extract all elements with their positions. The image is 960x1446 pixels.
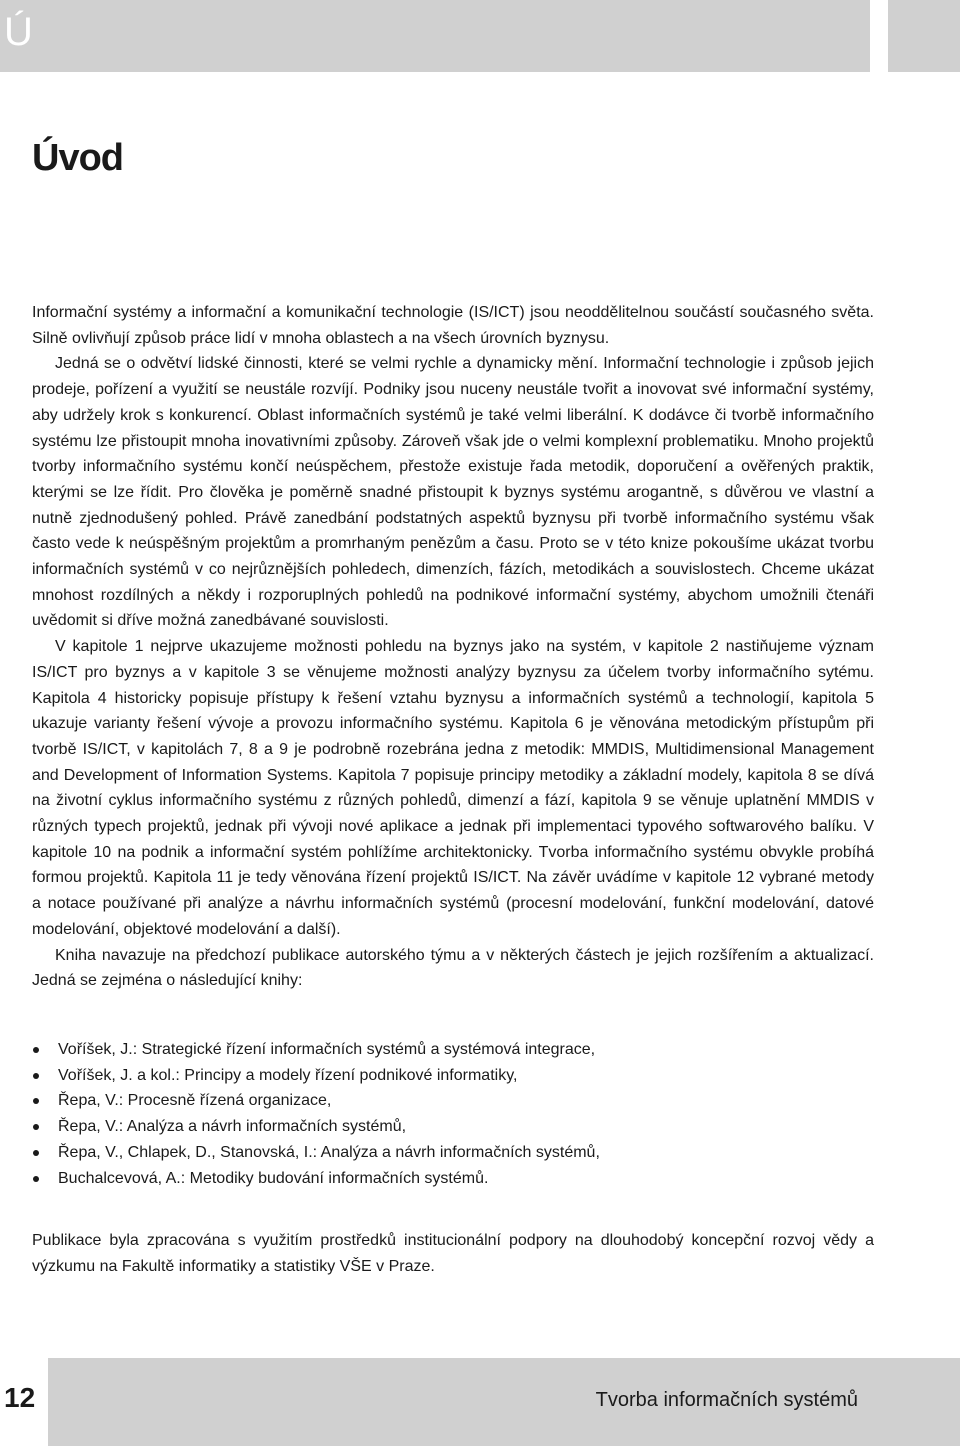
acknowledgement-paragraph: Publikace byla zpracována s využitím prostředků institucionální podpory na dlouhodobý koncepční rozvoj vědy a výzkumu na Fakultě informatiky a statistiky VŠE v Praze. (32, 1232, 874, 1275)
book-list-item: Řepa, V., Chlapek, D., Stanovská, I.: Analýza a návrh informačních systémů, (32, 1140, 874, 1166)
book-list-item: Voříšek, J.: Strategické řízení informačních systémů a systémová integrace, (32, 1037, 874, 1063)
related-books-paragraph: Kniha navazuje na předchozí publikace autorského týmu a v některých částech je jejich rozšířením a aktualizací. Jedná se zejména o následující knihy: (32, 946, 874, 990)
intro-paragraph: Informační systémy a informační a komunikační technologie (IS/ICT) jsou neoddělitelnou součástí současného světa. Silně ovlivňují způsob práce lidí v mnoha oblastech a na všech úrovních byznysu. (32, 304, 874, 347)
header-corner-block (888, 0, 960, 72)
chapter-letter: Ú (4, 10, 33, 54)
book-list-item: Buchalcevová, A.: Metodiky budování informačních systémů. (32, 1166, 874, 1192)
book-list-item: Řepa, V.: Analýza a návrh informačních systémů, (32, 1114, 874, 1140)
footer-book-title: Tvorba informačních systémů (595, 1389, 858, 1411)
header-band (0, 0, 870, 72)
book-list-item: Voříšek, J. a kol.: Principy a modely řízení podnikové informatiky, (32, 1063, 874, 1089)
page-number: 12 (4, 1382, 36, 1413)
book-list (32, 1037, 874, 1191)
chapter-title: Úvod (32, 137, 123, 179)
chapters-overview-paragraph: V kapitole 1 nejprve ukazujeme možnosti pohledu na byznys jako na systém, v kapitole 2 nastiňujeme význam IS/ICT pro byznys a v kapitole 3 se věnujeme možnosti analýzy byznysu za účelem tvorby informačního sytému. Kapitola 4 historicky popisuje přístupy k řešení vztahu byznysu a informačních systémů a technologií, kapitola 5 ukazuje varianty řešení vývoje a provozu informačního systému. Kapitola 6 je věnována metodickým přístupům při tvorbě IS/ICT, v kapitolách 7, 8 a 9 je podrobně rozebrána jedna z metodik: MMDIS, Multidimensional Management and Development of Information Systems. Kapitola 7 popisuje principy metodiky a základní modely, kapitola 8 se dívá na životní cyklus informačního systému z různých pohledů, dimenzí a fází, kapitola 9 se věnuje uplatnění MMDIS v různých typech projektů, jednak při vývoji nové aplikace a jednak při implementaci typového softwarového balíku. V kapitole 10 na podnik a informační systém pohlížíme architektonicky. Tvorba informačního systému obvykle probíhá formou projektů. Kapitola 11 je tedy věnována řízení projektů IS/ICT. Na závěr uvádíme v kapitole 12 vybrané metody a notace používané při analýze a návrhu informačních systémů (procesní modelování, funkční modelování, datové modelování, objektové modelování a další). (32, 638, 874, 938)
body-paragraph: Jedná se o odvětví lidské činnosti, které se velmi rychle a dynamicky mění. Informační technologie i způsob jejich prodeje, pořízení a využití se neustále rozvíjí. Podniky jsou nuceny neustále tvořit a inovovat své informační systémy, aby udržely krok s konkurencí. Oblast informačních systémů je také velmi liberální. K dodávce či tvorbě informačního systému lze přistoupit mnoha inovativními způsoby. Zároveň však jde o velmi komplexní problematiku. Mnoho projektů tvorby informačního systému končí neúspěchem, přestože existuje řada metodik, doporučení a ověřených praktik, kterými se lze řídit. Pro člověka je poměrně snadné přistoupit k byznys systému arogantně, s důvěrou ve vlastní a nutně zjednodušený pohled. Právě zanedbání podstatných aspektů byznysu při tvorbě informačního systému však často vede k neúspěšným projektům a promrhaným penězům a času. Proto se v této knize pokoušíme ukázat tvorbu informačních systémů v co nejrůznějších pohledech, dimenzích, fázích, metodikách a souvislostech. Chceme ukázat mnohost rozdílných a někdy i rozporuplných pohledů na podnikové informační systémy, abychom umožnili čtenáři uvědomit si dříve možná zanedbávané souvislosti. (32, 355, 874, 630)
chapter-body (32, 300, 874, 1280)
book-list-item: Řepa, V.: Procesně řízená organizace, (32, 1088, 874, 1114)
